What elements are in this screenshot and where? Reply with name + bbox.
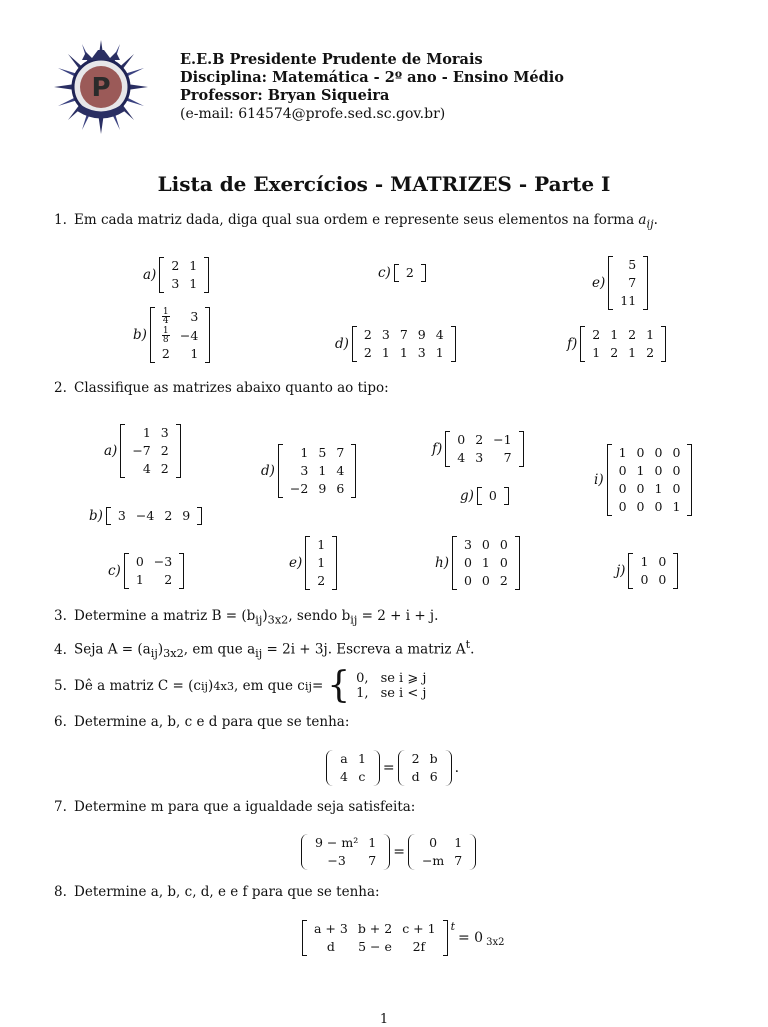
matrix-cell: −4 — [179, 327, 199, 343]
matrix-row — [285, 480, 349, 498]
q1-matrix-b: b) $\frac{1}{4}$ 3 $\frac{1}{8}$ −4 2 1 — [133, 307, 210, 363]
matrix-cell: 2 — [317, 573, 326, 588]
matrix — [124, 553, 184, 589]
matrix-cell: 0 — [618, 481, 627, 496]
matrix-cell: 5 − e — [358, 939, 392, 954]
matrix-cell: 1 — [142, 425, 151, 440]
matrix-cell: 1 — [454, 835, 463, 850]
question-6: 6. Determine a, b, c e d para que se tenha: — [54, 714, 350, 730]
matrix-row — [635, 553, 671, 571]
q2-matrix-j: j) 1 0 0 0 — [616, 553, 678, 589]
matrix-cell: 2 — [499, 573, 508, 588]
question-2: 2. Classifique as matrizes abaixo quanto ao tipo: — [54, 380, 389, 396]
matrix-cell: 1 — [357, 751, 366, 766]
matrix-cell: −3 — [327, 853, 346, 868]
matrix-cell: 0 — [640, 572, 649, 587]
matrix-cell: 2 — [363, 327, 372, 342]
matrix — [608, 256, 648, 310]
matrix-cell: 1 — [317, 537, 326, 552]
matrix-cell: 3 — [160, 425, 169, 440]
matrix-cell: 5 — [628, 257, 637, 272]
matrix-row — [401, 264, 419, 282]
matrix-cell: 9 — [318, 481, 327, 496]
matrix — [628, 553, 678, 589]
matrix-cell: 2 — [164, 572, 173, 587]
crown-icon — [82, 50, 120, 60]
matrix-row — [285, 444, 349, 462]
matrix-cell: 3 — [117, 508, 126, 523]
discipline: Disciplina: Matemática - 2º ano - Ensino Médio — [180, 69, 564, 86]
matrix-cell: 2 — [171, 258, 180, 273]
matrix — [394, 264, 426, 282]
matrix — [477, 487, 509, 505]
matrix-row — [359, 326, 449, 344]
matrix — [607, 444, 693, 516]
matrix-cell: $\frac{1}{8}$ — [162, 326, 169, 345]
matrix-cell: 6 — [336, 481, 345, 496]
matrix-cell: 1 — [628, 345, 637, 360]
q8-equation: a + 3 b + 2 c + 1 d 5 − e 2f $^t$ = 0 $_{3x2}$ — [302, 920, 504, 956]
matrix — [326, 750, 380, 786]
question-5: 5. Dê a matriz C = (c ij ) 4x3 , em que c ij = { 0, se i ⩾ j 1, se i < j — [54, 665, 427, 706]
matrix-row — [131, 553, 177, 571]
matrix-cell: 7 — [503, 450, 512, 465]
matrix-row — [615, 292, 641, 310]
matrix-cell: 2 — [610, 345, 619, 360]
question-1: 1. Em cada matriz dada, diga qual sua ordem e represente seus elementos na forma $a_{ij}$. — [54, 212, 658, 231]
matrix-cell: 3 — [300, 463, 309, 478]
matrix-cell: 1 — [610, 327, 619, 342]
matrix-cell: 0 — [636, 499, 645, 514]
matrix-row — [131, 571, 177, 589]
matrix-cell: 0 — [457, 432, 466, 447]
matrix-cell: 0 — [636, 481, 645, 496]
matrix-row — [157, 326, 203, 345]
matrix-cell: 1 — [592, 345, 601, 360]
matrix-cell: 7 — [454, 853, 463, 868]
matrix-row — [587, 344, 659, 362]
matrix-cell: 1 — [618, 445, 627, 460]
matrix-cell: 2 — [161, 346, 170, 361]
matrix-cell: b + 2 — [357, 921, 393, 936]
matrix-cell: −4 — [135, 508, 155, 523]
q2-matrix-g: g) 0 — [460, 487, 509, 505]
matrix-cell: −1 — [493, 432, 512, 447]
matrix-row — [312, 536, 330, 554]
matrix-cell: 2 — [160, 443, 169, 458]
q2-matrix-d: d) 1 5 7 3 1 4 −2 9 6 — [261, 444, 356, 498]
matrix-cell: 0 — [488, 488, 497, 503]
matrix-cell: 0 — [481, 537, 490, 552]
matrix-row — [459, 536, 513, 554]
q6-equation: a 1 4 c = 2 b d 6 . — [326, 750, 459, 786]
matrix-cell: 11 — [620, 293, 637, 308]
matrix — [302, 920, 448, 956]
matrix — [352, 326, 456, 362]
matrix-row — [166, 257, 202, 275]
matrix-row — [312, 554, 330, 572]
matrix-row — [614, 498, 686, 516]
matrix-row — [310, 852, 381, 870]
matrix-row — [417, 852, 467, 870]
matrix-cell: 1 — [640, 554, 649, 569]
matrix-cell: 2 — [592, 327, 601, 342]
matrix-row — [335, 750, 371, 768]
matrix-cell: 1 — [399, 345, 408, 360]
matrix-row — [127, 424, 173, 442]
q7-equation: 9 − m² 1 −3 7 = 0 1 −m 7 — [301, 834, 476, 870]
matrix-cell: 3 — [171, 276, 180, 291]
q1-matrix-f: f) 2 1 2 1 1 2 1 2 — [567, 326, 666, 362]
matrix-cell: 3 — [463, 537, 472, 552]
matrix-cell: 2 — [411, 751, 420, 766]
school-name: E.E.B Presidente Prudente de Morais — [180, 51, 483, 68]
matrix-row — [615, 274, 641, 292]
matrix — [150, 307, 210, 363]
matrix-cell: d — [411, 769, 420, 784]
matrix-cell: 0 — [672, 445, 681, 460]
matrix-row — [285, 462, 349, 480]
matrix-cell: 1 — [381, 345, 390, 360]
matrix-cell: 6 — [429, 769, 438, 784]
matrix-cell: 0 — [499, 555, 508, 570]
matrix-cell: 1 — [654, 481, 663, 496]
matrix-row — [157, 345, 203, 363]
matrix-cell: 0 — [499, 537, 508, 552]
question-4: 4. Seja $A = (a_{ij})_{3x2}$, em que $a_{ij} = 2i + 3j$. Escreva a matriz $A^t$. — [54, 638, 475, 661]
matrix-cell: 2 — [475, 432, 484, 447]
matrix-cell: c — [358, 769, 366, 784]
matrix-row — [459, 554, 513, 572]
matrix — [278, 444, 356, 498]
matrix-row — [614, 480, 686, 498]
q1-matrix-a: a) 2 1 3 1 — [143, 257, 209, 293]
matrix-row — [309, 920, 441, 938]
q2-matrix-e: e) 1 1 2 — [289, 536, 337, 590]
matrix-cell: 0 — [481, 573, 490, 588]
matrix-row — [310, 834, 381, 852]
matrix-cell: 1 — [368, 835, 377, 850]
matrix-row — [452, 449, 516, 467]
matrix-cell: a + 3 — [314, 921, 348, 936]
matrix-cell: 1 — [189, 276, 198, 291]
matrix-cell: −7 — [132, 443, 151, 458]
q2-matrix-i: i) 1 0 0 0 0 1 0 0 0 0 1 0 0 0 0 1 — [594, 444, 692, 516]
question-8: 8. Determine a, b, c, d, e e f para que se tenha: — [54, 884, 380, 900]
matrix-cell: 2 — [628, 327, 637, 342]
matrix-cell: $\frac{1}{4}$ — [162, 307, 169, 326]
matrix-cell: 1 — [672, 499, 681, 514]
q2-matrix-a: a) 1 3 −7 2 4 2 — [104, 424, 181, 478]
matrix-cell: 7 — [399, 327, 408, 342]
matrix-row — [417, 834, 467, 852]
matrix-cell: d — [326, 939, 335, 954]
matrix-cell: 0 — [636, 445, 645, 460]
matrix-cell: 7 — [628, 275, 637, 290]
matrix-cell: −3 — [153, 554, 173, 569]
matrix-cell: 5 — [318, 445, 327, 460]
matrix-cell: 4 — [336, 463, 345, 478]
matrix-cell: 3 — [475, 450, 484, 465]
q2-matrix-f: f) 0 2 −1 4 3 7 — [432, 431, 524, 467]
matrix — [106, 507, 202, 525]
svg-text:P: P — [91, 73, 111, 103]
matrix-row — [359, 344, 449, 362]
matrix-row — [484, 487, 502, 505]
matrix-cell: 0 — [658, 572, 667, 587]
matrix-row — [614, 444, 686, 462]
matrix-cell: 0 — [429, 835, 438, 850]
q2-matrix-b: b) 3 −4 2 9 — [89, 507, 202, 525]
matrix-cell: 2 — [405, 265, 414, 280]
page-title: Lista de Exercícios - MATRIZES - Parte I — [157, 172, 611, 196]
matrix-cell: 2 — [363, 345, 372, 360]
matrix-cell: b — [429, 751, 438, 766]
matrix-row — [335, 768, 371, 786]
matrix-row — [614, 462, 686, 480]
matrix — [408, 834, 476, 870]
matrix-cell: 4 — [435, 327, 444, 342]
school-logo — [52, 38, 150, 136]
matrix — [445, 431, 523, 467]
matrix-cell: 1 — [135, 572, 144, 587]
matrix-cell: 1 — [300, 445, 309, 460]
matrix-cell: 0 — [654, 445, 663, 460]
matrix — [120, 424, 180, 478]
matrix-cell: 1 — [481, 555, 490, 570]
q2-matrix-c: c) 0 −3 1 2 — [108, 553, 184, 589]
matrix-row — [309, 938, 441, 956]
matrix-cell: 0 — [672, 481, 681, 496]
matrix-cell: 1 — [189, 258, 198, 273]
matrix-row — [407, 768, 443, 786]
matrix-cell: 7 — [368, 853, 377, 868]
q1-matrix-d: d) 2 3 7 9 4 2 1 1 3 1 — [335, 326, 456, 362]
matrix-cell: 0 — [463, 555, 472, 570]
question-3: 3. Determine a matriz $B = (b_{ij})_{3x2}$, sendo $b_{ij} = 2 + i + j$. — [54, 608, 439, 627]
matrix-cell: a — [340, 751, 348, 766]
matrix-cell: 0 — [618, 463, 627, 478]
matrix — [398, 750, 452, 786]
matrix-cell: 0 — [658, 554, 667, 569]
matrix-row — [157, 307, 203, 326]
matrix-cell: −m — [421, 853, 445, 868]
matrix-row — [587, 326, 659, 344]
matrix — [301, 834, 390, 870]
matrix-cell: 4 — [340, 769, 348, 784]
matrix-cell: 1 — [435, 345, 444, 360]
matrix-cell: 2f — [412, 939, 426, 954]
matrix — [305, 536, 337, 590]
matrix-cell: −2 — [289, 481, 309, 496]
matrix-cell: 2 — [646, 345, 655, 360]
matrix-cell: 1 — [636, 463, 645, 478]
matrix-cell: 3 — [417, 345, 426, 360]
page-number: 1 — [379, 1012, 389, 1027]
matrix — [580, 326, 666, 362]
matrix-cell: 0 — [135, 554, 144, 569]
matrix-cell: 1 — [646, 327, 655, 342]
matrix-cell: 4 — [142, 461, 151, 476]
matrix-row — [113, 507, 195, 525]
matrix-cell: 0 — [654, 463, 663, 478]
matrix-cell: 1 — [318, 463, 327, 478]
matrix-cell: 9 — [182, 508, 191, 523]
question-7: 7. Determine m para que a igualdade seja satisfeita: — [54, 799, 416, 815]
matrix-cell: 0 — [463, 573, 472, 588]
matrix-cell: 3 — [381, 327, 390, 342]
matrix-cell: 7 — [336, 445, 345, 460]
professor: Professor: Bryan Siqueira — [180, 87, 390, 104]
matrix-cell: 2 — [160, 461, 169, 476]
matrix-row — [312, 572, 330, 590]
matrix-cell: 0 — [654, 499, 663, 514]
matrix-row — [407, 750, 443, 768]
q1-matrix-c: c) 2 — [378, 264, 426, 282]
matrix-row — [635, 571, 671, 589]
email: (e-mail: 614574@profe.sed.sc.gov.br) — [180, 106, 446, 122]
matrix-row — [452, 431, 516, 449]
matrix-row — [459, 572, 513, 590]
matrix-row — [127, 442, 173, 460]
q1-matrix-e: e) 5 7 11 — [592, 256, 648, 310]
matrix-row — [615, 256, 641, 274]
matrix-row — [127, 460, 173, 478]
matrix-cell: 0 — [672, 463, 681, 478]
matrix-cell: 3 — [190, 308, 199, 324]
matrix-cell: c + 1 — [402, 921, 436, 936]
matrix-cell: 9 − m² — [315, 835, 359, 850]
matrix-row — [166, 275, 202, 293]
matrix-cell: 9 — [417, 327, 426, 342]
q2-matrix-h: h) 3 0 0 0 1 0 0 0 2 — [435, 536, 520, 590]
matrix-cell: 1 — [190, 346, 199, 361]
matrix — [452, 536, 520, 590]
matrix-cell: 4 — [457, 450, 466, 465]
matrix-cell: 0 — [618, 499, 627, 514]
matrix-cell: 2 — [164, 508, 173, 523]
matrix — [159, 257, 209, 293]
matrix-cell: 1 — [317, 555, 326, 570]
